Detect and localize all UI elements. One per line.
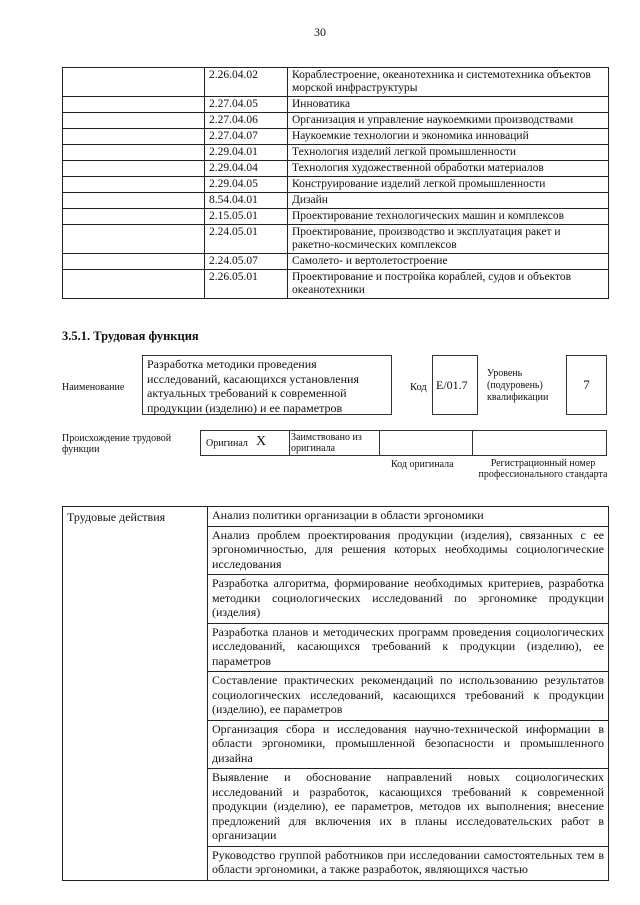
empty-cell xyxy=(63,129,205,145)
program-code: 2.29.04.05 xyxy=(205,177,288,193)
program-name: Конструирование изделий легкой промышленности xyxy=(288,177,609,193)
program-code: 2.27.04.06 xyxy=(205,113,288,129)
code-table-row xyxy=(63,270,609,299)
program-name: Дизайн xyxy=(288,193,609,209)
program-code: 2.27.04.07 xyxy=(205,129,288,145)
empty-cell xyxy=(63,225,205,254)
section-title: 3.5.1. Трудовая функция xyxy=(62,329,199,343)
program-name: Самолето- и вертолетостроение xyxy=(288,254,609,270)
code-table-row xyxy=(63,254,609,270)
original-cell xyxy=(201,431,290,455)
program-name: Технология художественной обработки материалов xyxy=(288,161,609,177)
function-code-box: E/01.7 xyxy=(432,355,478,415)
actions-header: Трудовые действия xyxy=(63,507,208,881)
code-table-row xyxy=(63,97,609,113)
program-name: Наукоемкие технологии и экономика инноваций xyxy=(288,129,609,145)
program-code: 2.24.05.01 xyxy=(205,225,288,254)
empty-cell xyxy=(63,97,205,113)
code-table-row xyxy=(63,225,609,254)
original-label: Оригинал xyxy=(206,438,248,449)
origin-row xyxy=(200,430,607,456)
code-label: Код xyxy=(410,382,427,393)
program-code: 2.24.05.07 xyxy=(205,254,288,270)
program-name: Технология изделий легкой промышленности xyxy=(288,145,609,161)
program-code: 2.29.04.04 xyxy=(205,161,288,177)
empty-cell xyxy=(63,68,205,97)
action-item: Разработка алгоритма, формирование необходимых критериев, разработка методики социологических исследований по эргономике продукции (изделия) xyxy=(208,575,609,624)
origin-label: Происхождение трудовой функции xyxy=(62,433,172,455)
code-table-row xyxy=(63,68,609,97)
program-name: Проектирование, производство и эксплуатация ракет и ракетно-космических комплексов xyxy=(288,225,609,254)
program-code: 8.54.04.01 xyxy=(205,193,288,209)
empty-cell xyxy=(63,145,205,161)
empty-cell xyxy=(63,161,205,177)
code-original-label: Код оригинала xyxy=(391,459,454,470)
action-item: Анализ проблем проектирования продукции (изделия), связанных с ее эргономичностью, для решения которых необходимы социологические исследования xyxy=(208,526,609,575)
action-item: Организация сбора и исследования научно-технической информации в области эргономики, промышленной безопасности и промышленного дизайна xyxy=(208,720,609,769)
code-table-row xyxy=(63,161,609,177)
empty-cell xyxy=(63,209,205,225)
name-label: Наименование xyxy=(62,382,125,393)
code-table-row xyxy=(63,113,609,129)
program-code: 2.29.04.01 xyxy=(205,145,288,161)
empty-cell xyxy=(63,113,205,129)
function-name-box: Разработка методики проведения исследований, касающихся установления актуальных требований к современной продукции (изделию) и ее параметров xyxy=(142,355,392,415)
empty-cell xyxy=(63,270,205,299)
program-code: 2.15.05.01 xyxy=(205,209,288,225)
code-table-row xyxy=(63,193,609,209)
empty-cell xyxy=(63,193,205,209)
original-mark: X xyxy=(256,434,267,449)
program-name: Организация и управление наукоемкими производствами xyxy=(288,113,609,129)
reg-number-label: Регистрационный номер профессионального стандарта xyxy=(478,458,608,480)
education-codes-table xyxy=(62,67,609,299)
action-item: Составление практических рекомендаций по использованию результатов социологических исследований, касающихся требований к продукции (изделию), ее параметров xyxy=(208,672,609,721)
code-table-row xyxy=(63,129,609,145)
action-item: Анализ политики организации в области эргономики xyxy=(208,507,609,527)
page-number: 30 xyxy=(314,25,326,39)
program-code: 2.26.04.02 xyxy=(205,68,288,97)
code-table-row xyxy=(63,177,609,193)
program-name: Кораблестроение, океанотехника и системотехника объектов морской инфраструктуры xyxy=(288,68,609,97)
level-label: Уровень (подуровень) квалификации xyxy=(487,368,549,403)
program-code: 2.27.04.05 xyxy=(205,97,288,113)
empty-cell xyxy=(63,254,205,270)
program-name: Проектирование и постройка кораблей, судов и объектов океанотехники xyxy=(288,270,609,299)
code-table-row xyxy=(63,145,609,161)
program-name: Инноватика xyxy=(288,97,609,113)
borrowed-label: Заимствовано из оригинала xyxy=(291,432,362,454)
level-value-box: 7 xyxy=(566,355,607,415)
program-name: Проектирование технологических машин и комплексов xyxy=(288,209,609,225)
empty-cell xyxy=(63,177,205,193)
action-item: Разработка планов и методических программ проведения социологических исследований, касающихся требований к продукции (изделию), ее параметров xyxy=(208,623,609,672)
labor-actions-table xyxy=(62,506,609,881)
code-table-row xyxy=(63,209,609,225)
program-code: 2.26.05.01 xyxy=(205,270,288,299)
action-row xyxy=(63,507,609,527)
action-item: Выявление и обоснование направлений новых социологических исследований и разработок, касающихся требований к современной продукции (изделию), ее параметров, методов их выполнения; внесение предложений для включения их в планы исследовательских работ в организации xyxy=(208,769,609,847)
action-item: Руководство группой работников при исследовании самостоятельных тем в области эргономики, а также разработок, являющихся частью xyxy=(208,846,609,880)
original-code-cell xyxy=(379,431,473,455)
